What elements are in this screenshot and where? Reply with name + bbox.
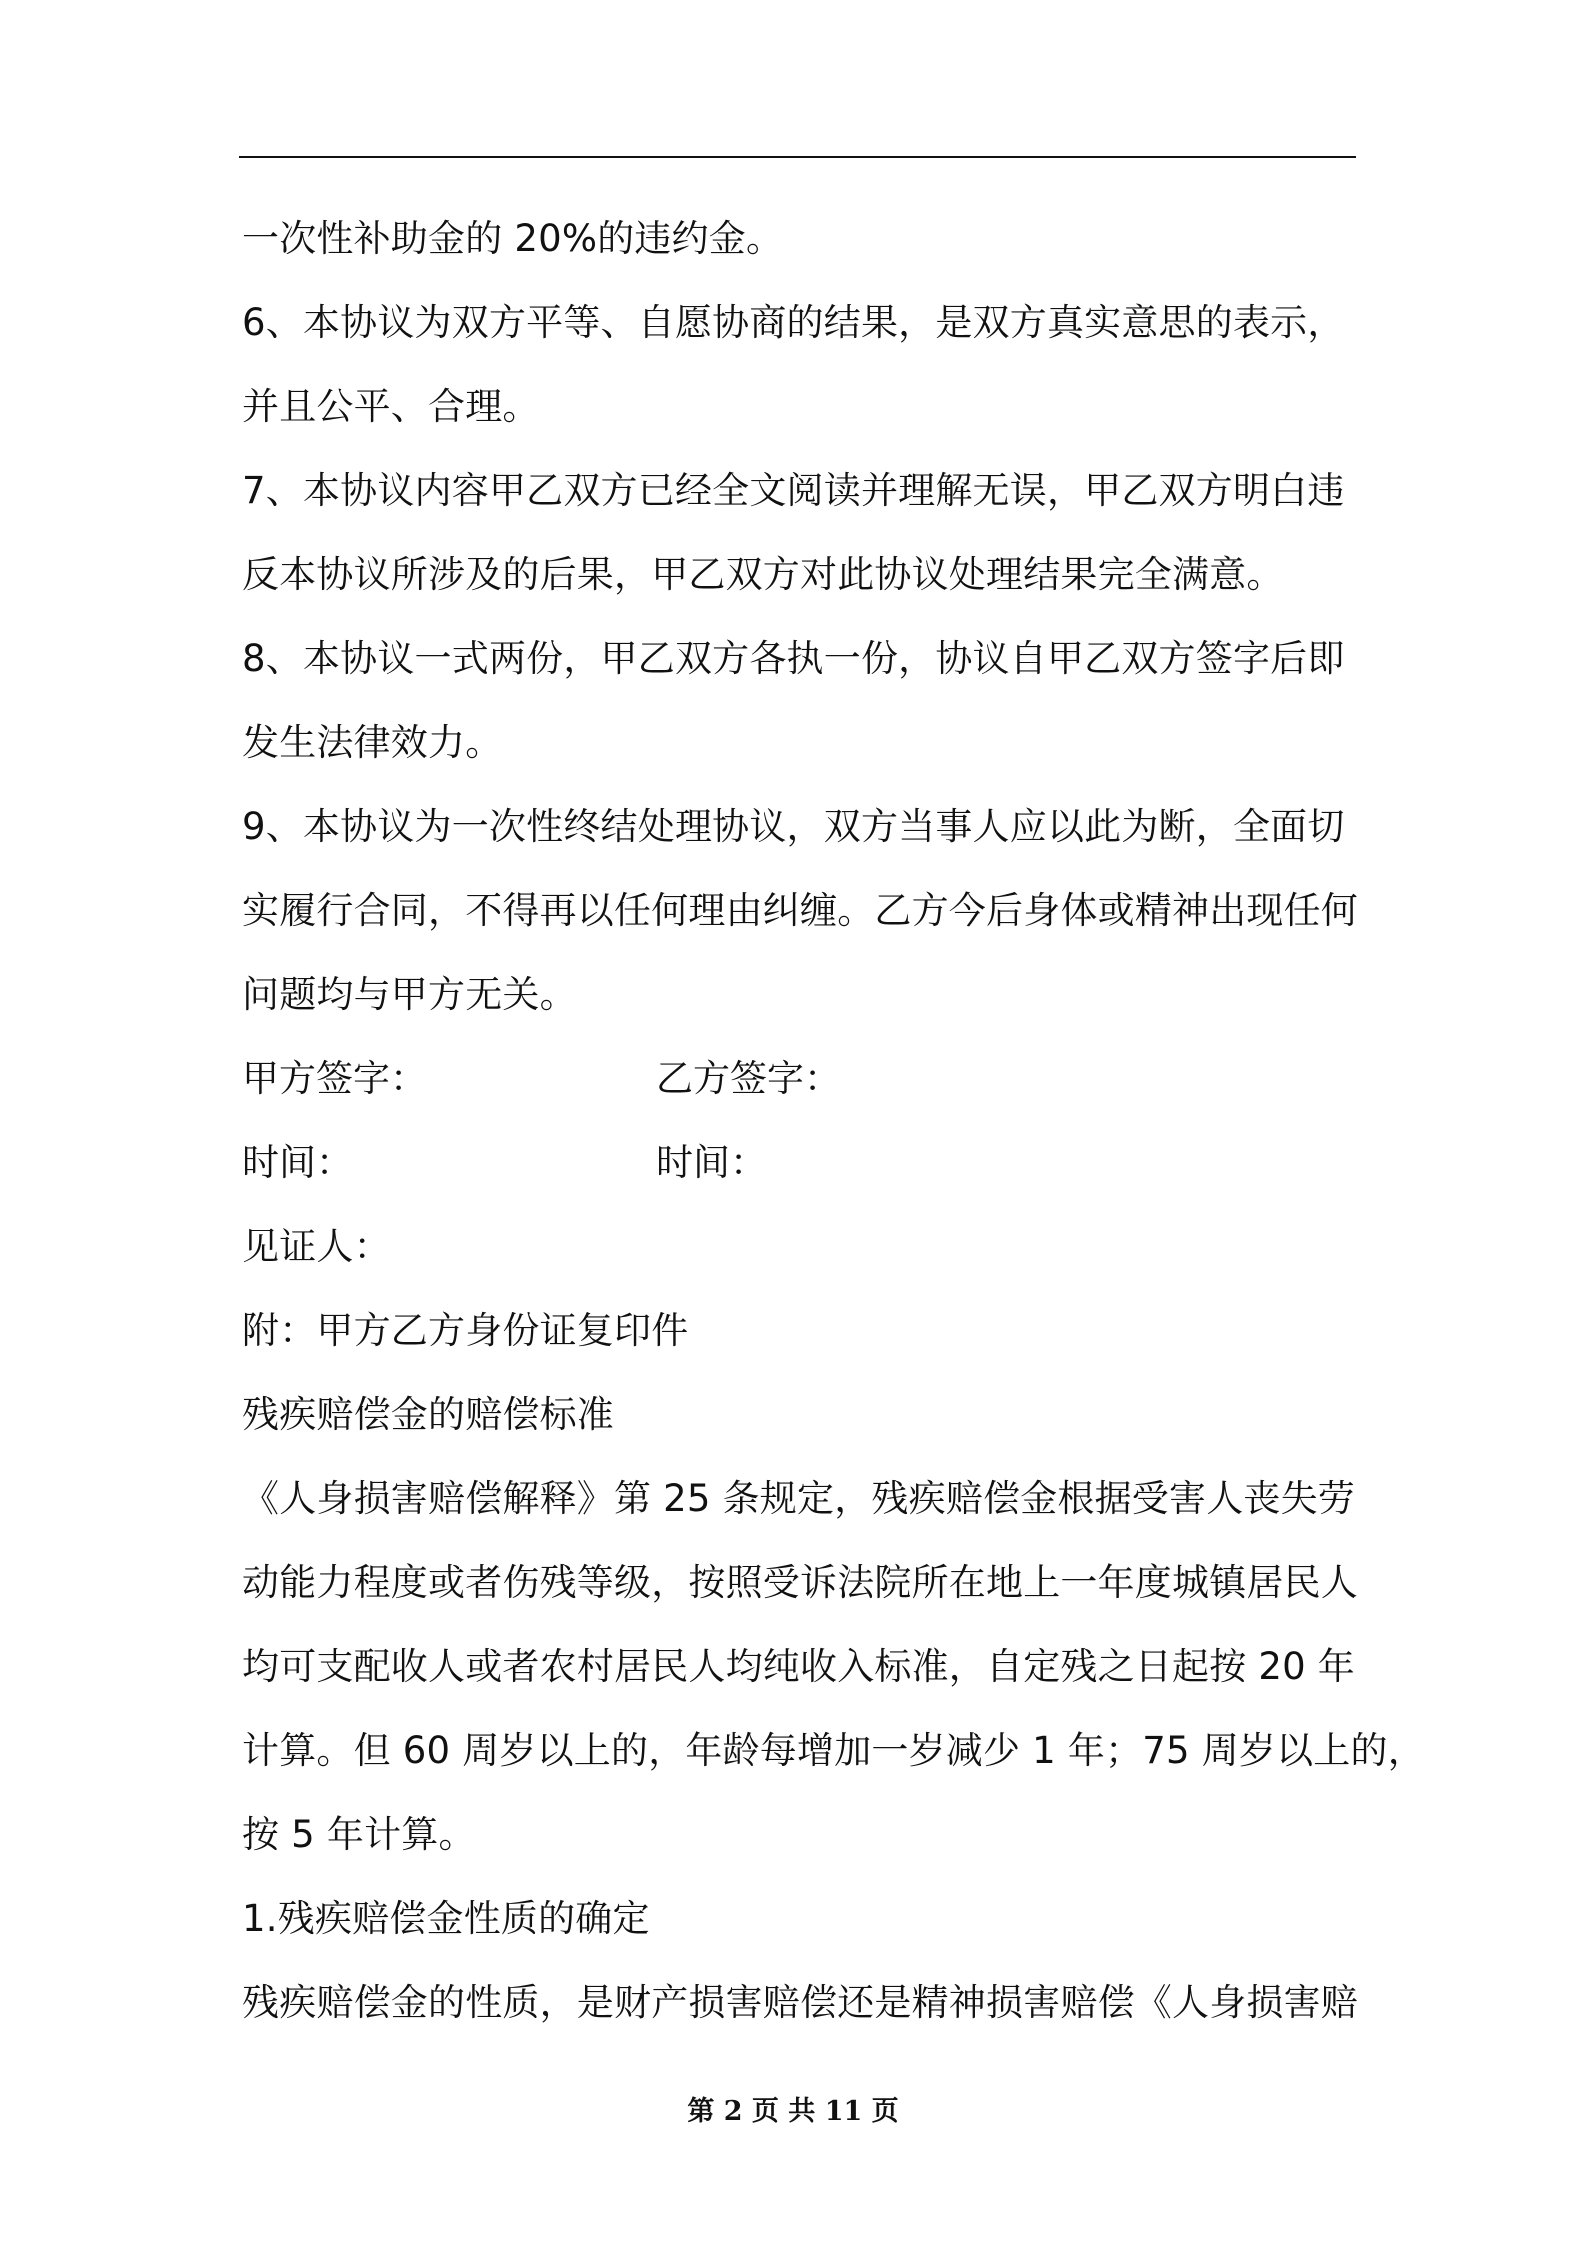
text-line: 并且公平、合理。 <box>242 385 540 428</box>
page-number-footer: 第 2 页 共 11 页 <box>687 2096 899 2127</box>
text-line: 均可支配收人或者农村居民人均纯收入标准，自定残之日起按 20 年 <box>242 1645 1356 1688</box>
attachment-note: 附：甲方乙方身份证复印件 <box>242 1309 689 1352</box>
text-line: 动能力程度或者伤残等级，按照受诉法院所在地上一年度城镇居民人 <box>242 1561 1358 1604</box>
document-body <box>242 197 1425 2045</box>
text-line: 残疾赔偿金的性质，是财产损害赔偿还是精神损害赔偿《人身损害赔 <box>242 1981 1358 2024</box>
text-line: 7、本协议内容甲乙双方已经全文阅读并理解无误，甲乙双方明白违 <box>242 469 1345 512</box>
header-rule <box>239 156 1356 158</box>
party-a-time-label: 时间： <box>242 1141 353 1184</box>
party-b-time-label: 时间： <box>656 1141 767 1184</box>
text-line: 8、本协议一式两份，甲乙双方各执一份，协议自甲乙双方签字后即 <box>242 637 1345 680</box>
party-a-signature-label: 甲方签字： <box>242 1057 427 1100</box>
text-line: 实履行合同，不得再以任何理由纠缠。乙方今后身体或精神出现任何 <box>242 889 1358 932</box>
text-line: 9、本协议为一次性终结处理协议，双方当事人应以此为断，全面切 <box>242 805 1345 848</box>
text-line: 发生法律效力。 <box>242 721 503 764</box>
subsection-heading: 1.残疾赔偿金性质的确定 <box>242 1897 650 1940</box>
text-line: 6、本协议为双方平等、自愿协商的结果，是双方真实意思的表示， <box>242 301 1345 344</box>
text-line: 《人身损害赔偿解释》第 25 条规定，残疾赔偿金根据受害人丧失劳 <box>242 1477 1356 1520</box>
section-heading: 残疾赔偿金的赔偿标准 <box>242 1393 614 1436</box>
text-line: 一次性补助金的 20%的违约金。 <box>242 217 784 260</box>
text-line: 问题均与甲方无关。 <box>242 973 577 1016</box>
text-line: 按 5 年计算。 <box>242 1813 476 1856</box>
text-line: 反本协议所涉及的后果，甲乙双方对此协议处理结果完全满意。 <box>242 553 1284 596</box>
text-line: 计算。但 60 周岁以上的，年龄每增加一岁减少 1 年；75 周岁以上的， <box>242 1729 1425 1772</box>
party-b-signature-label: 乙方签字： <box>656 1057 841 1100</box>
signature-row <box>242 1037 1357 1121</box>
time-row <box>242 1121 1357 1205</box>
witness-label: 见证人： <box>242 1225 391 1268</box>
